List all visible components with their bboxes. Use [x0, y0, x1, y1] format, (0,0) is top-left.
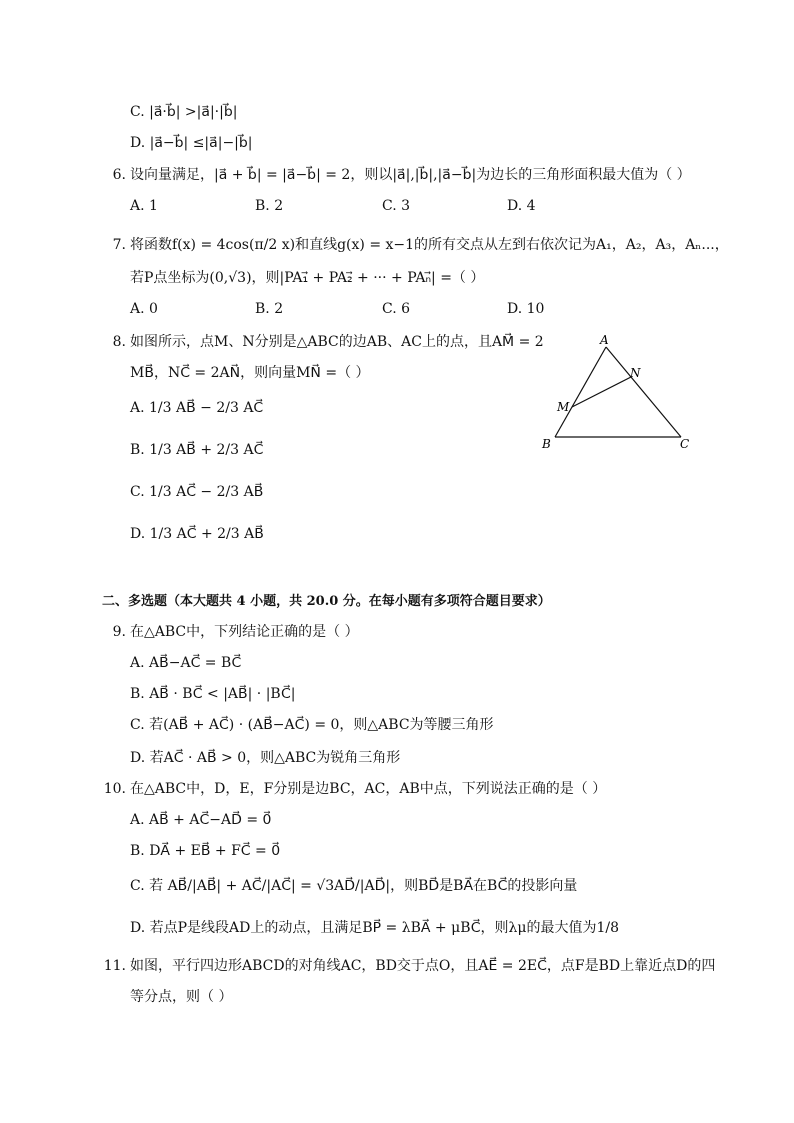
q9-text: 在△ABC中，下列结论正确的是（ ）: [130, 624, 359, 640]
q8-option-a: A. 1/3 AB⃗ − 2/3 AC⃗: [130, 400, 264, 416]
q10-text: 在△ABC中，D，E，F分别是边BC，AC，AB中点，下列说法正确的是（ ）: [130, 781, 607, 797]
q5-option-c: C. |a⃗·b⃗| >|a⃗|·|b⃗|: [130, 104, 238, 120]
side-ab: [555, 347, 606, 437]
q5-option-d: D. |a⃗−b⃗| ≤|a⃗|−|b⃗|: [130, 135, 253, 151]
triangle-figure: [538, 333, 708, 453]
label-b: B: [542, 437, 551, 451]
q6-option-b: B. 2: [255, 198, 284, 214]
q7-text-line2: 若P点坐标为(0,√3)，则|PA₁⃗ + PA₂⃗ + ··· + PAₙ⃗| =（ ）: [130, 270, 485, 286]
q7-option-b: B. 2: [255, 301, 284, 317]
q8-number: 8.: [112, 334, 126, 350]
q7-option-a: A. 0: [130, 301, 158, 317]
side-ac: [606, 347, 681, 437]
q7-number: 7.: [112, 237, 126, 253]
q10-number: 10.: [103, 781, 126, 797]
q8-text-line1: 如图所示，点M、N分别是△ABC的边AB、AC上的点，且AM⃗ = 2: [130, 334, 544, 350]
q8-text-line2: MB⃗，NC⃗ = 2AN⃗，则向量MN⃗ =（ ）: [130, 365, 370, 381]
q8-option-c: C. 1/3 AC⃗ − 2/3 AB⃗: [130, 484, 264, 500]
q9-option-c: C. 若(AB⃗ + AC⃗) · (AB⃗−AC⃗) = 0，则△ABC为等腰三角形: [130, 717, 494, 733]
q9-option-b: B. AB⃗ · BC⃗ < |AB⃗| · |BC⃗|: [130, 686, 296, 702]
q8-option-d: D. 1/3 AC⃗ + 2/3 AB⃗: [130, 526, 264, 542]
q7-option-d: D. 10: [507, 301, 545, 317]
q6-option-c: C. 3: [382, 198, 411, 214]
q6-text: 设向量满足，|a⃗ + b⃗| = |a⃗−b⃗| = 2，则以|a⃗|,|b⃗|,|a⃗−b⃗|为边长的三角形面积最大值为（ ）: [130, 167, 691, 183]
q8-option-b: B. 1/3 AB⃗ + 2/3 AC⃗: [130, 442, 264, 458]
q10-option-d: D. 若点P是线段AD上的动点，且满足BP⃗ = λBA⃗ + μBC⃗，则λμ的最大值为1/8: [130, 920, 620, 936]
label-n: N: [630, 366, 641, 380]
q10-option-c: C. 若 AB⃗/|AB⃗| + AC⃗/|AC⃗| = √3AD⃗/|AD⃗|，则BD⃗是BA⃗在BC⃗的投影向量: [130, 878, 578, 894]
label-c: C: [680, 437, 690, 451]
q6-option-a: A. 1: [130, 198, 158, 214]
label-m: M: [557, 400, 570, 414]
q10-option-b: B. DA⃗ + EB⃗ + FC⃗ = 0⃗: [130, 843, 281, 859]
q9-option-a: A. AB⃗−AC⃗ = BC⃗: [130, 655, 242, 671]
q11-text-line1: 如图，平行四边形ABCD的对角线AC，BD交于点O，且AE⃗ = 2EC⃗，点F是BD上靠近点D的四: [130, 958, 716, 974]
q6-option-d: D. 4: [507, 198, 536, 214]
q11-number: 11.: [103, 958, 126, 974]
q9-option-d: D. 若AC⃗ · AB⃗ > 0，则△ABC为锐角三角形: [130, 750, 401, 766]
q7-text-line1: 将函数f(x) = 4cos(π/2 x)和直线g(x) = x−1的所有交点从左到右依次记为A₁，A₂，A₃，Aₙ...，: [130, 237, 729, 253]
q10-option-a: A. AB⃗ + AC⃗−AD⃗ = 0⃗: [130, 812, 272, 828]
q6-number: 6.: [112, 167, 126, 183]
label-a: A: [600, 333, 609, 347]
q7-option-c: C. 6: [382, 301, 411, 317]
q11-text-line2: 等分点，则（ ）: [130, 989, 233, 1005]
section-heading-multiple-choice: 二、多选题（本大题共 4 小题，共 20.0 分。在每小题有多项符合题目要求）: [102, 594, 551, 609]
q9-number: 9.: [112, 624, 126, 640]
